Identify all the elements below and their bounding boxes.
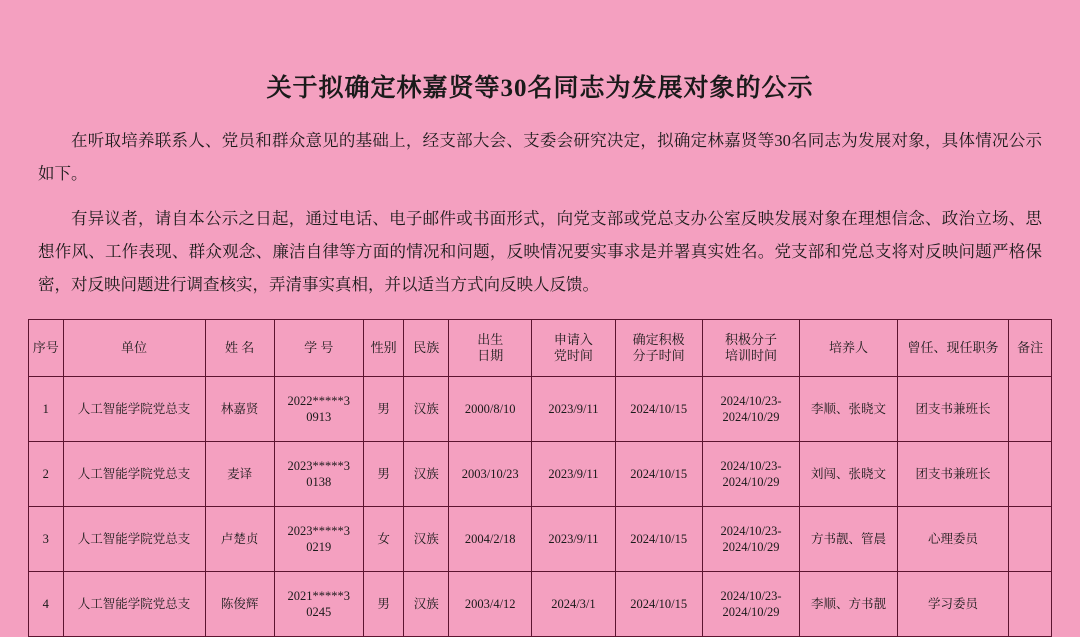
cell-apply-date: 2023/9/11 [532,507,615,572]
cell-name: 陈俊辉 [205,572,274,637]
cell-name: 麦译 [205,442,274,507]
cell-mentor: 方书靓、管晨 [800,507,897,572]
page-title: 关于拟确定林嘉贤等30名同志为发展对象的公示 [266,75,814,102]
cell-birth-date: 2003/10/23 [449,442,532,507]
cell-post: 团支书兼班长 [897,377,1009,442]
table-row [29,572,1052,637]
table-row [29,507,1052,572]
cell-seq: 3 [29,507,64,572]
column-header-mentor: 培养人 [800,320,897,377]
table-header-row [29,320,1052,377]
cell-birth-date: 2004/2/18 [449,507,532,572]
cell-post: 心理委员 [897,507,1009,572]
cell-train-date: 2024/10/23- 2024/10/29 [702,377,799,442]
cell-gender: 男 [363,442,404,507]
publicity-table [28,319,1052,637]
cell-active-date: 2024/10/15 [615,507,702,572]
cell-student-id: 2021*****3 0245 [274,572,363,637]
cell-student-id: 2022*****3 0913 [274,377,363,442]
column-header-active-date: 确定积极 分子时间 [615,320,702,377]
cell-mentor: 李顺、张晓文 [800,377,897,442]
column-header-birth-date: 出生 日期 [449,320,532,377]
cell-unit: 人工智能学院党总支 [63,507,205,572]
column-header-note: 备注 [1009,320,1052,377]
table-row [29,442,1052,507]
cell-post: 团支书兼班长 [897,442,1009,507]
cell-note [1009,572,1052,637]
cell-student-id: 2023*****3 0219 [274,507,363,572]
cell-active-date: 2024/10/15 [615,377,702,442]
cell-train-date: 2024/10/23- 2024/10/29 [702,442,799,507]
column-header-gender: 性别 [363,320,404,377]
cell-student-id: 2023*****3 0138 [274,442,363,507]
cell-note [1009,507,1052,572]
cell-mentor: 刘闯、张晓文 [800,442,897,507]
column-header-student-id: 学 号 [274,320,363,377]
column-header-nation: 民族 [404,320,449,377]
cell-seq: 4 [29,572,64,637]
cell-unit: 人工智能学院党总支 [63,442,205,507]
cell-active-date: 2024/10/15 [615,442,702,507]
cell-gender: 男 [363,572,404,637]
cell-nation: 汉族 [404,442,449,507]
paragraph-objection: 有异议者，请自本公示之日起，通过电话、电子邮件或书面形式，向党支部或党总支办公室反映发展对象在理想信念、政治立场、思想作风、工作表现、群众观念、廉洁自律等方面的情况和问题，反映情况要实事求是并署真实姓名。党支部和党总支将对反映问题严格保密，对反映问题进行调查核实，弄清事实真相，并以适当方式向反映人反馈。 [38,209,1042,294]
cell-train-date: 2024/10/23- 2024/10/29 [702,572,799,637]
column-header-name: 姓 名 [205,320,274,377]
column-header-post: 曾任、现任职务 [897,320,1009,377]
column-header-apply-date: 申请入 党时间 [532,320,615,377]
cell-active-date: 2024/10/15 [615,572,702,637]
cell-name: 卢楚贞 [205,507,274,572]
column-header-seq: 序号 [29,320,64,377]
column-header-train-date: 积极分子 培训时间 [702,320,799,377]
cell-train-date: 2024/10/23- 2024/10/29 [702,507,799,572]
cell-mentor: 李顺、方书靓 [800,572,897,637]
cell-note [1009,442,1052,507]
cell-apply-date: 2023/9/11 [532,377,615,442]
cell-nation: 汉族 [404,572,449,637]
table-row [29,377,1052,442]
cell-unit: 人工智能学院党总支 [63,377,205,442]
column-header-unit: 单位 [63,320,205,377]
cell-name: 林嘉贤 [205,377,274,442]
cell-apply-date: 2024/3/1 [532,572,615,637]
cell-post: 学习委员 [897,572,1009,637]
paragraph-intro: 在听取培养联系人、党员和群众意见的基础上，经支部大会、支委会研究决定，拟确定林嘉贤等30名同志为发展对象，具体情况公示如下。 [38,131,1042,183]
cell-birth-date: 2000/8/10 [449,377,532,442]
cell-nation: 汉族 [404,377,449,442]
cell-birth-date: 2003/4/12 [449,572,532,637]
cell-seq: 1 [29,377,64,442]
cell-gender: 男 [363,377,404,442]
cell-unit: 人工智能学院党总支 [63,572,205,637]
cell-gender: 女 [363,507,404,572]
cell-note [1009,377,1052,442]
cell-seq: 2 [29,442,64,507]
cell-nation: 汉族 [404,507,449,572]
cell-apply-date: 2023/9/11 [532,442,615,507]
